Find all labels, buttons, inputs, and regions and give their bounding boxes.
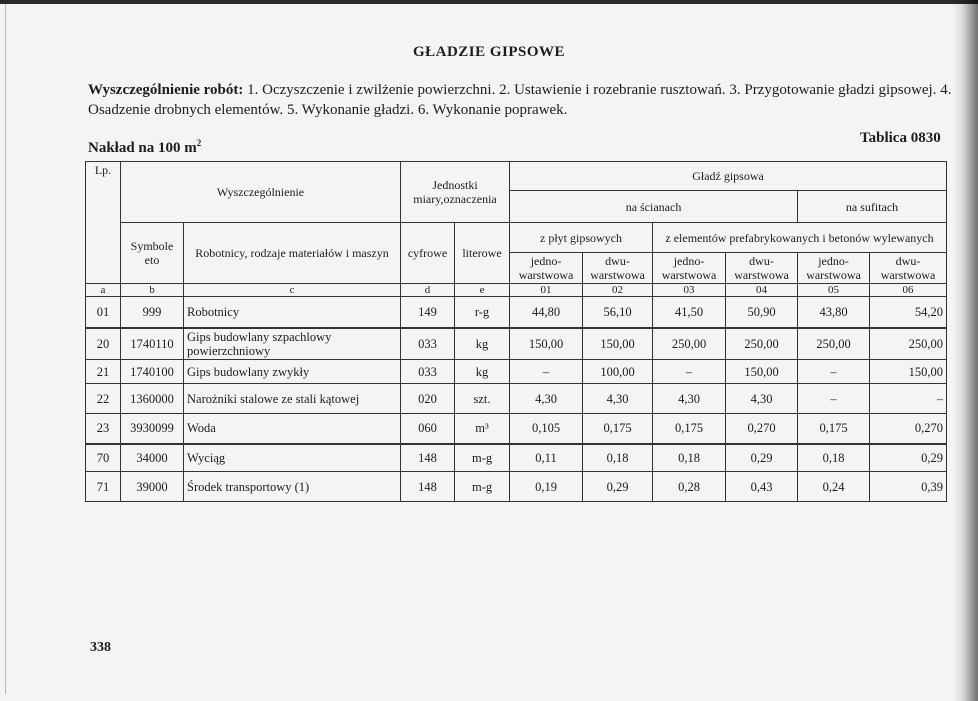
cell-literowe: m-g <box>455 444 510 472</box>
cell-cyfrowe: 033 <box>401 328 455 360</box>
cell-value: 0,105 <box>510 414 583 444</box>
cell-value: 0,18 <box>583 444 653 472</box>
table-row <box>86 414 947 444</box>
cell-name: Woda <box>184 414 401 444</box>
cell-cyfrowe: 060 <box>401 414 455 444</box>
cell-symbol: 3930099 <box>121 414 184 444</box>
cell-value: 250,00 <box>653 328 726 360</box>
column-letter: a <box>86 284 121 297</box>
column-letter: 03 <box>653 284 726 297</box>
header-z-plyt-gipsowych: z płyt gipsowych <box>510 223 653 253</box>
cell-value: 0,43 <box>726 472 798 502</box>
header-z-elementow: z elementów prefabrykowanych i betonów wylewanych <box>653 223 947 253</box>
cell-value: 0,175 <box>798 414 870 444</box>
header-lp: Lp. <box>86 162 121 284</box>
cell-value: 0,29 <box>870 444 947 472</box>
column-letter: d <box>401 284 455 297</box>
cell-value: – <box>870 384 947 414</box>
cell-value: 0,28 <box>653 472 726 502</box>
cell-name: Wyciąg <box>184 444 401 472</box>
cell-cyfrowe: 148 <box>401 444 455 472</box>
page-number: 338 <box>90 640 111 655</box>
cell-value: – <box>798 360 870 384</box>
header-wyszczegolnienie: Wyszczególnienie <box>121 162 401 223</box>
header-dwuwarstwowa: dwu-warstwowa <box>726 253 798 284</box>
cell-value: 0,270 <box>870 414 947 444</box>
cell-value: 150,00 <box>583 328 653 360</box>
column-letter: 01 <box>510 284 583 297</box>
cell-literowe: kg <box>455 328 510 360</box>
column-letter: b <box>121 284 184 297</box>
cell-name: Gips budowlany zwykły <box>184 360 401 384</box>
header-dwuwarstwowa: dwu-warstwowa <box>870 253 947 284</box>
cell-symbol: 39000 <box>121 472 184 502</box>
cell-literowe: szt. <box>455 384 510 414</box>
cell-literowe: m³ <box>455 414 510 444</box>
cell-value: 41,50 <box>653 297 726 328</box>
cell-value: 0,39 <box>870 472 947 502</box>
column-letter: 06 <box>870 284 947 297</box>
cell-name: Robotnicy <box>184 297 401 328</box>
cell-value: 100,00 <box>583 360 653 384</box>
cell-lp: 23 <box>86 414 121 444</box>
cell-lp: 20 <box>86 328 121 360</box>
cell-value: 0,29 <box>726 444 798 472</box>
cell-value: 4,30 <box>510 384 583 414</box>
cell-value: 4,30 <box>653 384 726 414</box>
cell-value: 50,90 <box>726 297 798 328</box>
column-letter: 04 <box>726 284 798 297</box>
header-literowe: literowe <box>455 223 510 284</box>
table-row <box>86 444 947 472</box>
cell-value: – <box>510 360 583 384</box>
cell-value: 0,11 <box>510 444 583 472</box>
table-id: Tablica 0830 <box>860 130 941 146</box>
header-gladz-gipsowa: Gładź gipsowa <box>510 162 947 191</box>
table-row <box>86 472 947 502</box>
norm-caption-text: Nakład na 100 m <box>88 140 197 156</box>
cell-value: 150,00 <box>870 360 947 384</box>
cell-value: – <box>798 384 870 414</box>
cell-lp: 22 <box>86 384 121 414</box>
cell-symbol: 1740110 <box>121 328 184 360</box>
cell-value: 54,20 <box>870 297 947 328</box>
cell-symbol: 34000 <box>121 444 184 472</box>
cell-symbol: 1740100 <box>121 360 184 384</box>
table-row <box>86 328 947 360</box>
header-jednostki: Jednostki miary,oznaczenia <box>401 162 510 223</box>
cell-value: 0,24 <box>798 472 870 502</box>
column-letter: 02 <box>583 284 653 297</box>
cell-value: 43,80 <box>798 297 870 328</box>
norm-caption-exponent: 2 <box>196 138 202 148</box>
header-jednowarstwowa: jedno-warstwowa <box>798 253 870 284</box>
header-robotnicy-materialy: Robotnicy, rodzaje materiałów i maszyn <box>184 223 401 284</box>
table-row <box>86 297 947 328</box>
cell-value: 250,00 <box>798 328 870 360</box>
norms-table <box>85 161 947 502</box>
table-row <box>86 360 947 384</box>
header-cyfrowe: cyfrowe <box>401 223 455 284</box>
cell-literowe: r-g <box>455 297 510 328</box>
cell-value: 250,00 <box>870 328 947 360</box>
page-left-edge <box>5 4 6 694</box>
cell-name: Narożniki stalowe ze stali kątowej <box>184 384 401 414</box>
cell-value: 150,00 <box>726 360 798 384</box>
cell-value: 0,18 <box>798 444 870 472</box>
cell-literowe: m-g <box>455 472 510 502</box>
cell-value: 4,30 <box>583 384 653 414</box>
page-top-edge <box>0 0 978 4</box>
header-dwuwarstwowa: dwu-warstwowa <box>583 253 653 284</box>
cell-lp: 70 <box>86 444 121 472</box>
header-na-sufitach: na sufitach <box>798 191 947 223</box>
column-letter: 05 <box>798 284 870 297</box>
cell-value: 0,270 <box>726 414 798 444</box>
cell-value: 0,18 <box>653 444 726 472</box>
column-letters-row <box>86 284 947 297</box>
cell-value: – <box>653 360 726 384</box>
cell-cyfrowe: 020 <box>401 384 455 414</box>
page-title: GŁADZIE GIPSOWE <box>412 44 566 60</box>
cell-value: 0,175 <box>583 414 653 444</box>
cell-cyfrowe: 033 <box>401 360 455 384</box>
cell-value: 0,19 <box>510 472 583 502</box>
header-jednowarstwowa: jedno-warstwowa <box>653 253 726 284</box>
works-description <box>88 80 958 120</box>
cell-name: Gips budowlany szpachlowy powierzchniowy <box>184 328 401 360</box>
cell-cyfrowe: 148 <box>401 472 455 502</box>
column-letter: e <box>455 284 510 297</box>
header-na-scianach: na ścianach <box>510 191 798 223</box>
header-jednowarstwowa: jedno-warstwowa <box>510 253 583 284</box>
cell-value: 44,80 <box>510 297 583 328</box>
cell-symbol: 1360000 <box>121 384 184 414</box>
cell-value: 150,00 <box>510 328 583 360</box>
works-description-text: 1. Oczyszczenie i zwilżenie powierzchni. 2. Ustawienie i rozebranie rusztowań. 3. Przygotowanie gładzi gipsowej. 4. Osadzenie drobnych elementów. 5. Wykonanie gładzi. 6. Wykonanie poprawek. <box>88 82 952 118</box>
cell-lp: 71 <box>86 472 121 502</box>
cell-literowe: kg <box>455 360 510 384</box>
column-letter: c <box>184 284 401 297</box>
norm-caption <box>88 138 201 157</box>
cell-symbol: 999 <box>121 297 184 328</box>
cell-name: Środek transportowy (1) <box>184 472 401 502</box>
cell-cyfrowe: 149 <box>401 297 455 328</box>
cell-value: 56,10 <box>583 297 653 328</box>
works-description-label: Wyszczególnienie robót: <box>88 82 244 98</box>
table-row <box>86 384 947 414</box>
cell-value: 0,29 <box>583 472 653 502</box>
header-symbole: Symbole eto <box>121 223 184 284</box>
cell-value: 4,30 <box>726 384 798 414</box>
cell-value: 250,00 <box>726 328 798 360</box>
cell-lp: 01 <box>86 297 121 328</box>
cell-lp: 21 <box>86 360 121 384</box>
cell-value: 0,175 <box>653 414 726 444</box>
